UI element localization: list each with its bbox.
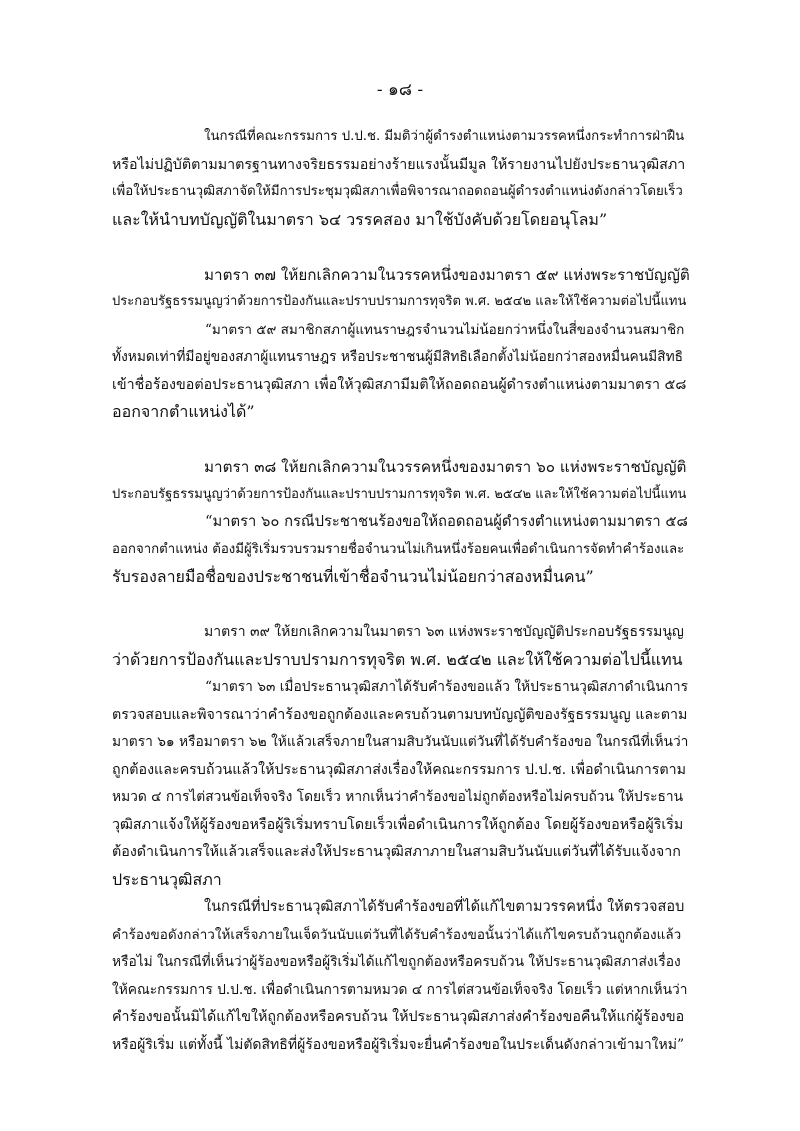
- section-heading-line: มาตรา ๓๙ ให้ยกเลิกความในมาตรา ๖๓ แห่งพระราชบัญญัติประกอบรัฐธรรมนูญ: [204, 624, 684, 640]
- text-line: ตรวจสอบและพิจารณาว่าคำร้องขอถูกต้องและครบถ้วนตามบทบัญญัติของรัฐธรรมนูญ และตาม: [112, 707, 688, 723]
- text-line: ถูกต้องและครบถ้วนแล้วให้ประธานวุฒิสภาส่งเรื่องให้คณะกรรมการ ป.ป.ช. เพื่อดำเนินการตาม: [112, 762, 687, 778]
- paragraph-first-line: ในกรณีที่ประธานวุฒิสภาได้รับคำร้องขอที่ได้แก้ไขตามวรรคหนึ่ง ให้ตรวจสอบ: [204, 899, 685, 915]
- text-line: เพื่อให้ประธานวุฒิสภาจัดให้มีการประชุมวุฒิสภาเพื่อพิจารณาถอดถอนผู้ดำรงตำแหน่งดังกล่าวโดยเร็ว: [112, 184, 683, 199]
- text-line: ประกอบรัฐธรรมนูญว่าด้วยการป้องกันและปราบปรามการทุจริต พ.ศ. ๒๕๔๒ และให้ใช้ความต่อไปนี้แทน: [112, 294, 687, 309]
- text-line: ทั้งหมดเท่าที่มีอยู่ของสภาผู้แทนราษฎร หรือประชาชนผู้มีสิทธิเลือกตั้งไม่น้อยกว่าสองหมื่นคนมีสิทธิ: [112, 349, 684, 365]
- text-line: ประกอบรัฐธรรมนูญว่าด้วยการป้องกันและปราบปรามการทุจริต พ.ศ. ๒๕๔๒ และให้ใช้ความต่อไปนี้แทน: [112, 487, 687, 502]
- quoted-section-line: “มาตรา ๖๓ เมื่อประธานวุฒิสภาได้รับคำร้องขอแล้ว ให้ประธานวุฒิสภาดำเนินการ: [205, 679, 689, 695]
- text-line: และให้นำบทบัญญัติในมาตรา ๖๔ วรรคสอง มาใช้บังคับด้วยโดยอนุโลม”: [112, 210, 608, 229]
- text-line: ออกจากตำแหน่งได้”: [112, 402, 255, 421]
- text-line: หรือไม่ปฏิบัติตามมาตรฐานทางจริยธรรมอย่างร้ายแรงนั้นมีมูล ให้รายงานไปยังประธานวุฒิสภา: [112, 157, 686, 173]
- text-line: ประธานวุฒิสภา: [112, 870, 222, 889]
- text-line: ออกจากตำแหน่ง ต้องมีผู้ริเริ่มรวบรวมรายชื่อจำนวนไม่เกินหนึ่งร้อยคนเพื่อดำเนินการจัดทำคำร้องและ: [112, 542, 685, 557]
- text-line: รับรองลายมือชื่อของประชาชนที่เข้าชื่อจำนวนไม่น้อยกว่าสองหมื่นคน”: [112, 567, 594, 586]
- text-line: วุฒิสภาแจ้งให้ผู้ร้องขอหรือผู้ริเริ่มทราบโดยเร็วเพื่อดำเนินการให้ถูกต้อง โดยผู้ร้องขอหรือผู้ริเริ่ม: [112, 817, 684, 833]
- text-line: ให้คณะกรรมการ ป.ป.ช. เพื่อดำเนินการตามหมวด ๔ การไต่สวนข้อเท็จจริง โดยเร็ว แต่หากเห็นว่า: [112, 982, 688, 998]
- quoted-section-line: “มาตรา ๕๙ สมาชิกสภาผู้แทนราษฎรจำนวนไม่น้อยกว่าหนึ่งในสี่ของจำนวนสมาชิก: [205, 322, 685, 338]
- text-line: หรือผู้ริเริ่ม แต่ทั้งนี้ ไม่ตัดสิทธิที่ผู้ร้องขอหรือผู้ริเริ่มจะยื่นคำร้องขอในประเด็นดังกล่าวเข้ามาใหม่”: [112, 1037, 685, 1053]
- text-line: เข้าชื่อร้องขอต่อประธานวุฒิสภา เพื่อให้วุฒิสภามีมติให้ถอดถอนผู้ดำรงตำแหน่งตามมาตรา ๕๘: [112, 377, 687, 393]
- text-line: ว่าด้วยการป้องกันและปราบปรามการทุจริต พ.ศ. ๒๕๔๒ และให้ใช้ความต่อไปนี้แทน: [112, 650, 683, 669]
- page-number: - ๑๘ -: [376, 80, 424, 100]
- text-line: คำร้องขอนั้นมิได้แก้ไขให้ถูกต้องหรือครบถ้วน ให้ประธานวุฒิสภาส่งคำร้องขอคืนให้แก่ผู้ร้องขอ: [112, 1009, 685, 1025]
- text-line: หมวด ๔ การไต่สวนข้อเท็จจริง โดยเร็ว หากเห็นว่าคำร้องขอไม่ถูกต้องหรือไม่ครบถ้วน ให้ประธาน: [112, 789, 684, 805]
- section-heading-line: มาตรา ๓๗ ให้ยกเลิกความในวรรคหนึ่งของมาตรา ๕๙ แห่งพระราชบัญญัติ: [204, 266, 690, 284]
- quoted-section-line: “มาตรา ๖๐ กรณีประชาชนร้องขอให้ถอดถอนผู้ดำรงตำแหน่งตามมาตรา ๕๘: [205, 513, 688, 530]
- text-line: คำร้องขอดังกล่าวให้เสร็จภายในเจ็ดวันนับแต่วันที่ได้รับคำร้องขอนั้นว่าได้แก้ไขครบถ้วนถูกต้องแล้ว: [112, 927, 682, 943]
- text-line: มาตรา ๖๑ หรือมาตรา ๖๒ ให้แล้วเสร็จภายในสามสิบวันนับแต่วันที่ได้รับคำร้องขอ ในกรณีที่เห็นว่า: [112, 734, 689, 750]
- section-heading-line: มาตรา ๓๘ ให้ยกเลิกความในวรรคหนึ่งของมาตรา ๖๐ แห่งพระราชบัญญัติ: [204, 458, 687, 476]
- text-line: หรือไม่ ในกรณีที่เห็นว่าผู้ร้องขอหรือผู้ริเริ่มได้แก้ไขถูกต้องหรือครบถ้วน ให้ประธานวุฒิสภาส่งเรื่อง: [112, 954, 681, 970]
- text-line: ต้องดำเนินการให้แล้วเสร็จและส่งให้ประธานวุฒิสภาภายในสามสิบวันนับแต่วันที่ได้รับแจ้งจาก: [112, 844, 681, 860]
- text-line: ในกรณีที่คณะกรรมการ ป.ป.ช. มีมติว่าผู้ดำรงตำแหน่งตามวรรคหนึ่งกระทำการฝ่าฝืน: [204, 129, 685, 144]
